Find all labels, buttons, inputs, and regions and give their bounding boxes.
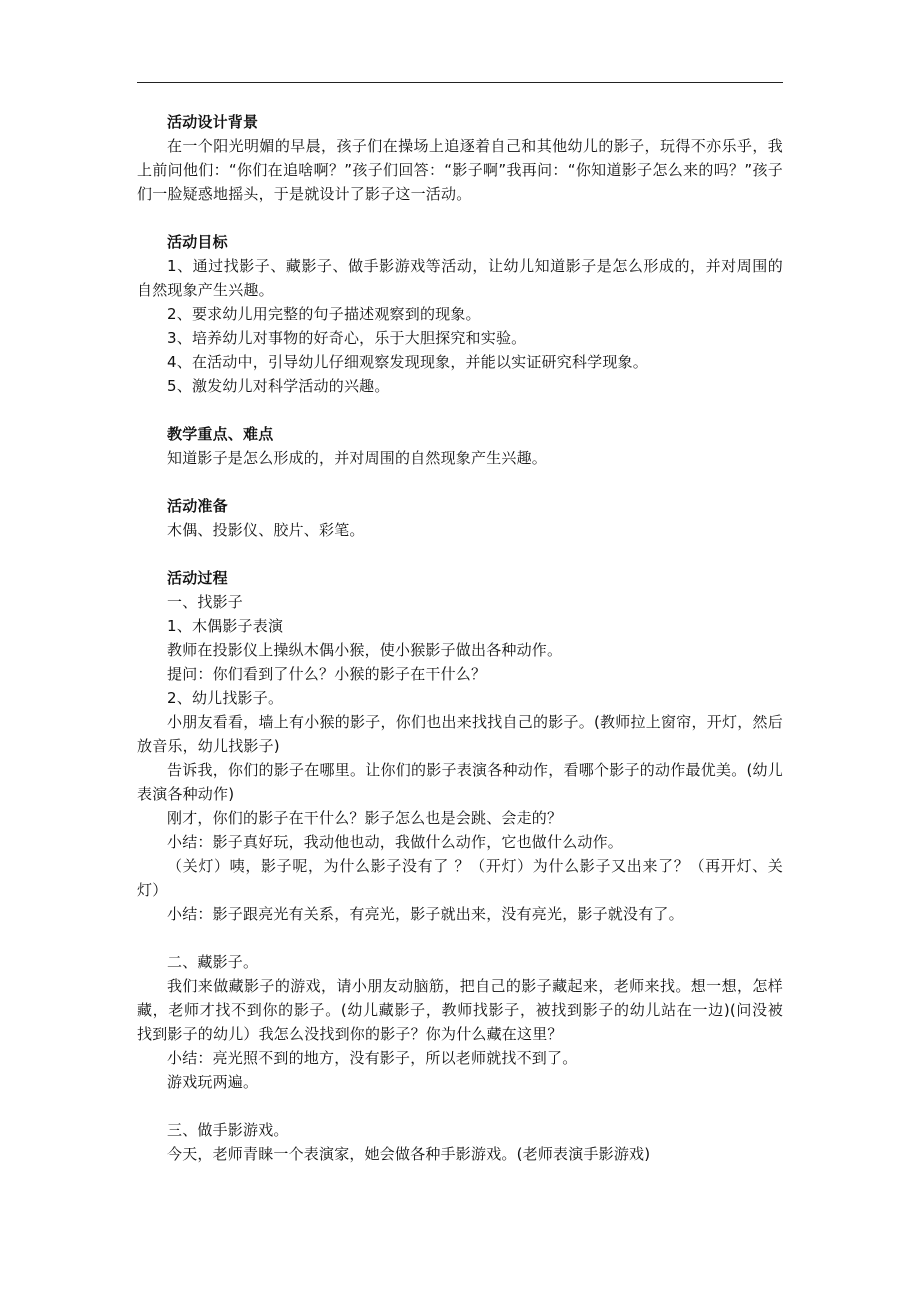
paragraph: 小朋友看看，墙上有小猴的影子，你们也出来找找自己的影子。(教师拉上窗帘，开灯，然后放音乐，幼儿找影子) [137,713,783,755]
paragraph: 1、木偶影子表演 [167,617,284,635]
paragraph: 3、培养幼儿对事物的好奇心，乐于大胆探究和实验。 [167,329,527,347]
paragraph: 小结：影子真好玩，我动他也动，我做什么动作，它也做什么动作。 [167,833,624,851]
paragraph: 刚才，你们的影子在干什么？影子怎么也是会跳、会走的？ [167,809,563,827]
paragraph: 4、在活动中，引导幼儿仔细观察发现现象，并能以实证研究科学现象。 [167,353,648,371]
section-heading: 活动过程 [167,569,228,587]
paragraph: 木偶、投影仪、胶片、彩笔。 [167,521,365,539]
paragraph: 二、藏影子。 [167,953,259,971]
paragraph: 2、幼儿找影子。 [167,689,284,707]
section-heading: 活动准备 [167,497,228,515]
paragraph: 知道影子是怎么形成的，并对周围的自然现象产生兴趣。 [167,449,548,467]
paragraph: 在一个阳光明媚的早晨，孩子们在操场上追逐着自己和其他幼儿的影子，玩得不亦乐乎，我上前问他们：“你们在追啥啊？”孩子们回答：“影子啊”我再问：“你知道影子怎么来的吗？”孩子们一脸疑惑地摇头，于是就设计了影子这一活动。 [137,137,783,203]
header-rule [137,82,783,83]
paragraph: 我们来做藏影子的游戏，请小朋友动脑筋，把自己的影子藏起来，老师来找。想一想，怎样藏，老师才找不到你的影子。(幼儿藏影子，教师找影子，被找到影子的幼儿站在一边)(问没被 找到影子的幼儿）我怎么没找到你的影子？你为什么藏在这里？ [137,977,783,1043]
section-heading: 活动目标 [167,233,228,251]
paragraph: 告诉我，你们的影子在哪里。让你们的影子表演各种动作，看哪个影子的动作最优美。(幼儿表演各种动作) [137,761,783,803]
paragraph: 提问：你们看到了什么？小猴的影子在干什么？ [167,665,487,683]
section-heading: 活动设计背景 [167,113,259,131]
paragraph: 教师在投影仪上操纵木偶小猴，使小猴影子做出各种动作。 [167,641,563,659]
paragraph: 2、要求幼儿用完整的句子描述观察到的现象。 [167,305,481,323]
paragraph: 今天，老师青睐一个表演家，她会做各种手影游戏。(老师表演手影游戏) [167,1145,651,1163]
paragraph: 小结：亮光照不到的地方，没有影子，所以老师就找不到了。 [167,1049,578,1067]
paragraph: 三、做手影游戏。 [167,1121,289,1139]
paragraph: 5、激发幼儿对科学活动的兴趣。 [167,377,390,395]
paragraph: （关灯）咦，影子呢，为什么影子没有了 ？（开灯）为什么影子又出来了？（再开灯、关灯） [137,857,783,899]
paragraph: 游戏玩两遍。 [167,1073,259,1091]
paragraph: 1、通过找影子、藏影子、做手影游戏等活动，让幼儿知道影子是怎么形成的，并对周围的自然现象产生兴趣。 [137,257,783,299]
document-body [137,110,783,1166]
section-heading: 教学重点、难点 [167,425,274,443]
paragraph: 小结：影子跟亮光有关系，有亮光，影子就出来，没有亮光，影子就没有了。 [167,905,684,923]
paragraph: 一、找影子 [167,593,244,611]
